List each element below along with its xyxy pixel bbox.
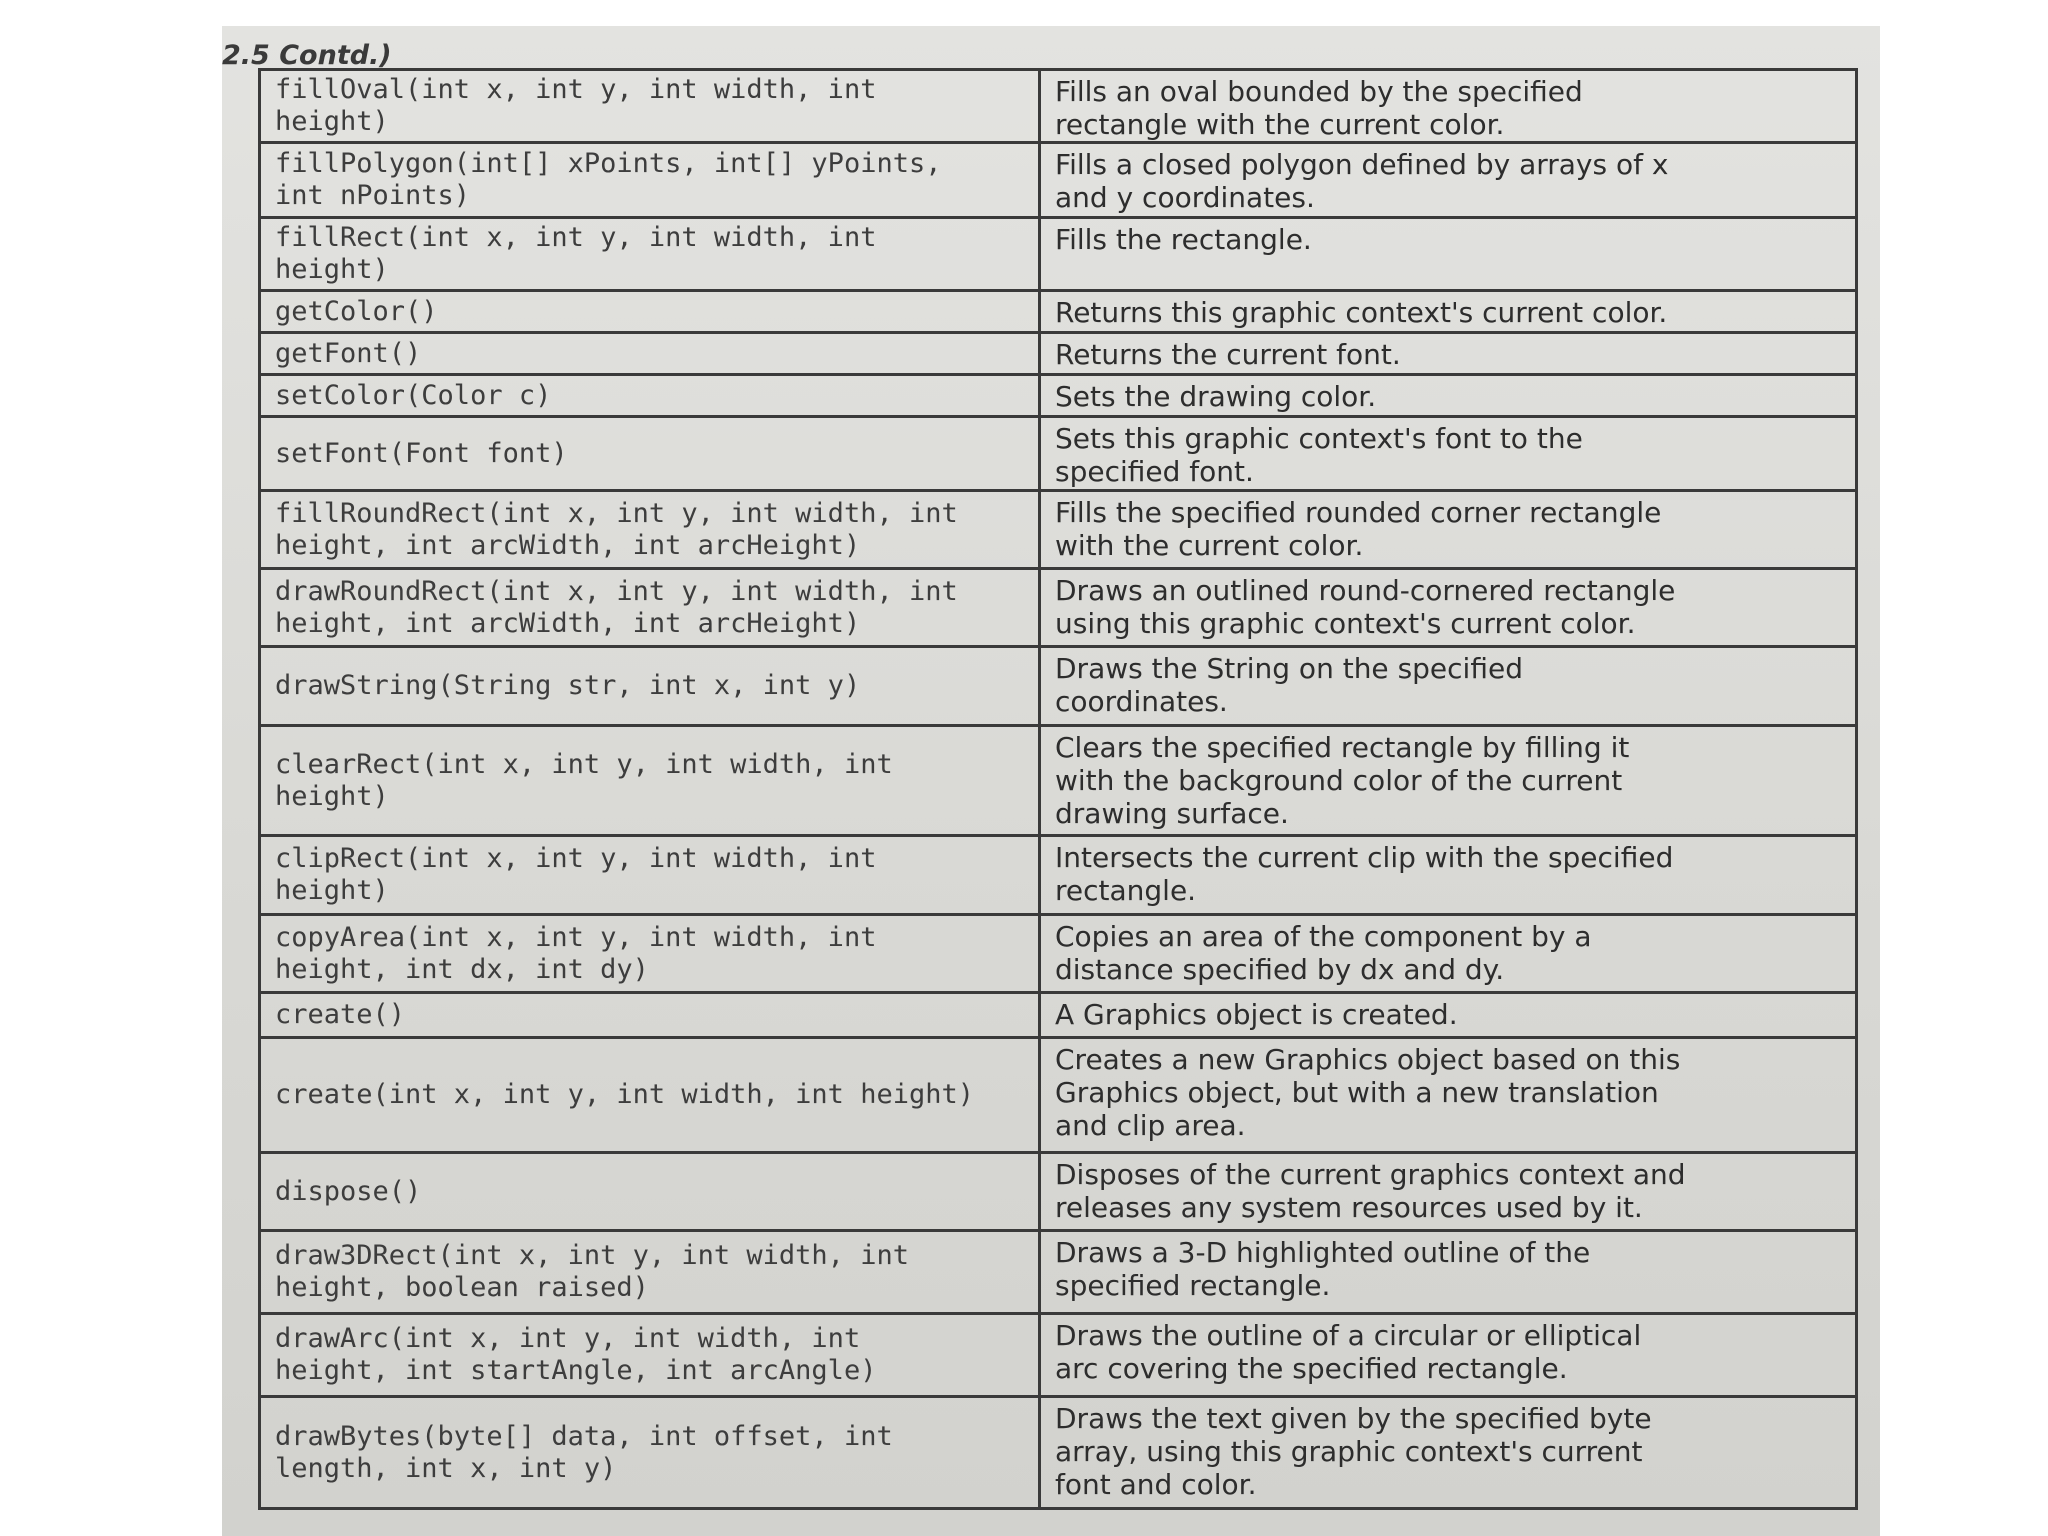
method-description: Fills an oval bounded by the specified rectangle with the current color. [1055,75,1583,142]
method-description: Fills the specified rounded corner rectangle with the current color. [1055,496,1662,563]
method-description: Draws a 3-D highlighted outline of the specified rectangle. [1055,1236,1591,1303]
method-description-cell [1041,727,1855,834]
method-description-cell [1041,219,1855,289]
table-caption: 2.5 Contd.) [222,40,392,71]
method-signature: create(int x, int y, int width, int height) [275,1079,974,1111]
method-description-cell [1041,916,1855,991]
table-row [261,376,1855,418]
method-signature: clipRect(int x, int y, int width, int height) [275,843,877,906]
method-signature-cell [261,648,1041,724]
method-description: Fills a closed polygon defined by arrays of x and y coordinates. [1055,148,1669,215]
graphics-methods-table [258,68,1858,1510]
method-signature-cell [261,492,1041,567]
method-description: Intersects the current clip with the specified rectangle. [1055,841,1674,908]
table-row [261,1315,1855,1398]
book-page [222,26,1880,1536]
method-signature: fillPolygon(int[] xPoints, int[] yPoints, int nPoints) [275,148,942,211]
method-signature: create() [275,999,406,1031]
method-description: Draws the text given by the specified byte array, using this graphic context's current font and color. [1055,1402,1652,1502]
table-row [261,292,1855,334]
method-signature-cell [261,292,1041,331]
method-signature: draw3DRect(int x, int y, int width, int height, boolean raised) [275,1240,909,1303]
method-description-cell [1041,376,1855,415]
method-description-cell [1041,837,1855,913]
method-description: Clears the specified rectangle by filling it with the background color of the current drawing surface. [1055,731,1630,831]
method-signature-cell [261,1039,1041,1151]
table-row [261,144,1855,219]
table-row [261,334,1855,376]
method-signature-cell [261,727,1041,834]
table-row [261,1154,1855,1232]
method-signature: drawArc(int x, int y, int width, int height, int startAngle, int arcAngle) [275,1323,877,1386]
method-description-cell [1041,292,1855,331]
method-signature-cell [261,418,1041,489]
table-row [261,648,1855,727]
method-description: Fills the rectangle. [1055,223,1312,256]
method-signature: getFont() [275,337,422,369]
method-signature: dispose() [275,1175,422,1207]
method-description: Draws the String on the specified coordinates. [1055,652,1523,719]
table-row [261,570,1855,648]
method-description-cell [1041,492,1855,567]
method-signature: setColor(Color c) [275,379,552,411]
method-signature-cell [261,144,1041,216]
table-row [261,219,1855,292]
method-description: Sets this graphic context's font to the specified font. [1055,422,1583,489]
method-signature: drawBytes(byte[] data, int offset, int length, int x, int y) [275,1420,893,1484]
method-signature-cell [261,1398,1041,1507]
method-description: Returns this graphic context's current color. [1055,296,1668,329]
method-signature: setFont(Font font) [275,437,568,469]
method-signature-cell [261,219,1041,289]
method-description-cell [1041,1315,1855,1395]
method-description-cell [1041,1398,1855,1507]
method-description-cell [1041,418,1855,489]
method-signature-cell [261,376,1041,415]
method-description-cell [1041,570,1855,645]
method-signature-cell [261,71,1041,141]
method-description-cell [1041,1232,1855,1312]
method-signature-cell [261,334,1041,373]
method-description: Draws an outlined round-cornered rectangle using this graphic context's current color. [1055,574,1676,641]
method-description: A Graphics object is created. [1055,998,1458,1031]
method-description-cell [1041,1154,1855,1229]
table-row [261,71,1855,144]
method-description-cell [1041,334,1855,373]
method-signature-cell [261,837,1041,913]
method-description: Disposes of the current graphics context and releases any system resources used by it. [1055,1158,1686,1225]
method-signature: drawString(String str, int x, int y) [275,670,861,702]
method-description: Draws the outline of a circular or elliptical arc covering the specified rectangle. [1055,1319,1642,1386]
method-description-cell [1041,144,1855,216]
method-signature-cell [261,570,1041,645]
method-description: Creates a new Graphics object based on this Graphics object, but with a new translation and clip area. [1055,1043,1681,1143]
method-signature: clearRect(int x, int y, int width, int height) [275,748,893,812]
method-signature-cell [261,916,1041,991]
method-description-cell [1041,1039,1855,1151]
table-row [261,727,1855,837]
method-description-cell [1041,648,1855,724]
method-description: Returns the current font. [1055,338,1401,371]
table-row [261,418,1855,492]
table-row [261,1232,1855,1315]
table-row [261,837,1855,916]
table-row [261,916,1855,994]
method-signature: drawRoundRect(int x, int y, int width, int height, int arcWidth, int arcHeight) [275,575,958,639]
method-signature-cell [261,994,1041,1036]
method-description-cell [1041,71,1855,141]
table-row [261,1398,1855,1510]
method-signature-cell [261,1315,1041,1395]
method-description: Sets the drawing color. [1055,380,1377,413]
method-signature: fillOval(int x, int y, int width, int height) [275,74,877,137]
method-signature: fillRect(int x, int y, int width, int height) [275,222,877,285]
method-description: Copies an area of the component by a distance specified by dx and dy. [1055,920,1592,987]
method-signature: getColor() [275,295,438,327]
table-row [261,492,1855,570]
method-signature-cell [261,1232,1041,1312]
method-description-cell [1041,994,1855,1036]
table-row [261,1039,1855,1154]
table-row [261,994,1855,1039]
method-signature: fillRoundRect(int x, int y, int width, int height, int arcWidth, int arcHeight) [275,497,958,561]
method-signature: copyArea(int x, int y, int width, int height, int dx, int dy) [275,921,877,985]
method-signature-cell [261,1154,1041,1229]
